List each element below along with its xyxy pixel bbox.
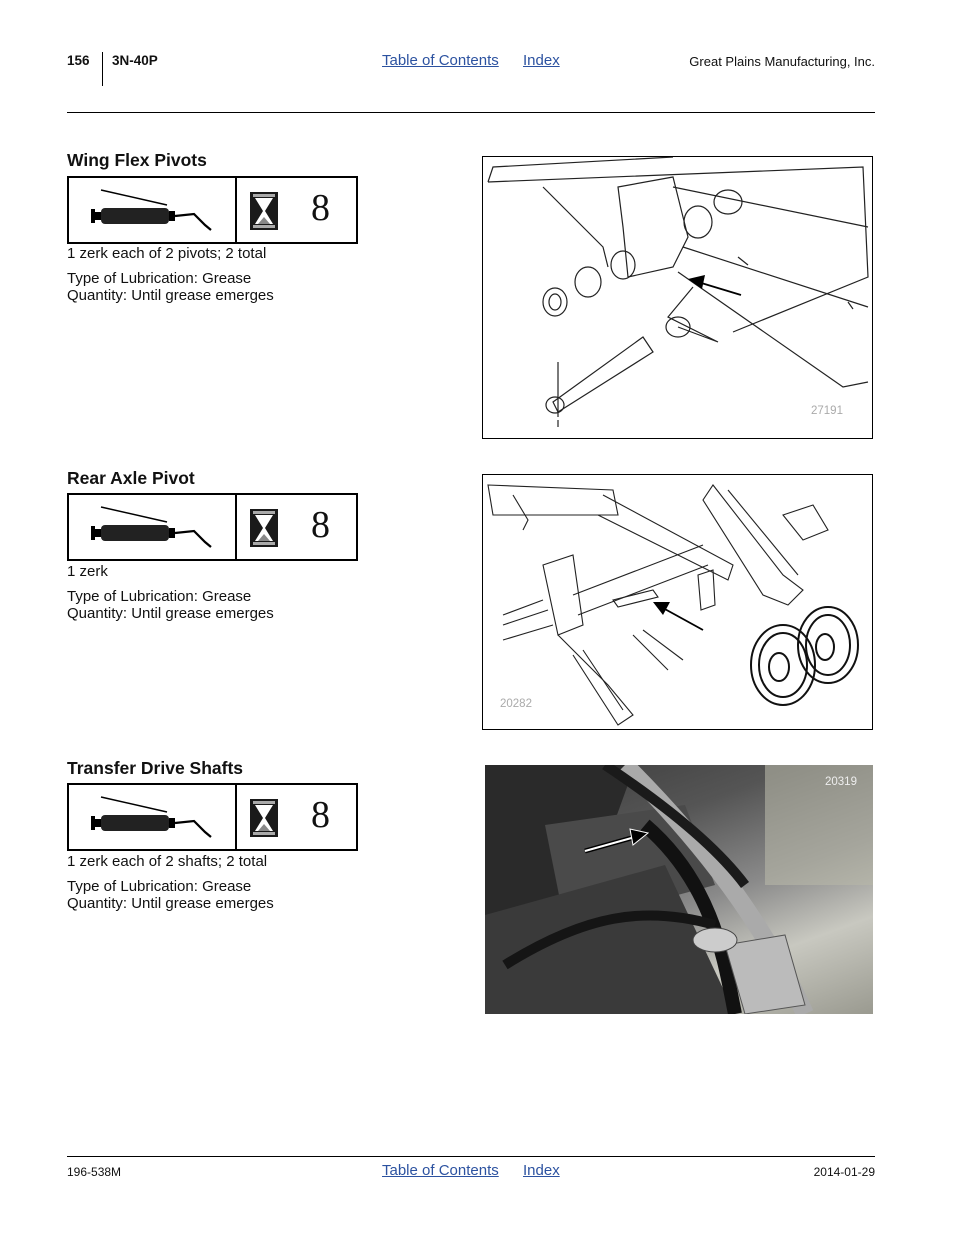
footer-rule	[67, 1156, 875, 1157]
figure-number: 27191	[811, 405, 843, 417]
page-number: 156	[67, 53, 90, 68]
zerk-count: 1 zerk	[67, 563, 108, 580]
lube-type: Type of Lubrication: Grease	[67, 878, 252, 895]
header-rule	[67, 112, 875, 113]
figure-rear-axle-pivot	[482, 474, 873, 730]
section-title-wing-flex-pivots: Wing Flex Pivots	[67, 150, 207, 170]
lube-quantity: Quantity: Until grease emerges	[67, 895, 274, 912]
section-title-transfer-drive-shafts: Transfer Drive Shafts	[67, 758, 244, 778]
lube-interval-box	[67, 783, 358, 851]
grease-gun-icon	[69, 785, 237, 849]
revision-date: 2014-01-29	[813, 1165, 875, 1179]
toc-link-bottom[interactable]: Table of Contents	[382, 1162, 499, 1179]
doc-number: 196-538M	[67, 1165, 122, 1179]
interval-hours: 8	[311, 504, 330, 546]
hourglass-icon	[250, 799, 278, 837]
index-link-bottom[interactable]: Index	[523, 1162, 560, 1179]
interval-hours: 8	[311, 187, 330, 229]
lube-type: Type of Lubrication: Grease	[67, 588, 252, 605]
lube-quantity: Quantity: Until grease emerges	[67, 287, 274, 304]
index-link-top[interactable]: Index	[523, 52, 560, 69]
lube-quantity: Quantity: Until grease emerges	[67, 605, 274, 622]
header-divider	[102, 52, 103, 86]
zerk-count: 1 zerk each of 2 pivots; 2 total	[67, 245, 267, 262]
lube-interval-box	[67, 176, 358, 244]
figure-transfer-drive-shafts-photo	[485, 765, 873, 1014]
figure-wing-flex-pivot	[482, 156, 873, 439]
figure-number: 20282	[500, 698, 532, 710]
toc-link-top[interactable]: Table of Contents	[382, 52, 499, 69]
transfer-drive-shaft-photo-art	[485, 765, 873, 1014]
lube-interval-box	[67, 493, 358, 561]
section-title-rear-axle-pivot: Rear Axle Pivot	[67, 468, 195, 488]
figure-number: 20319	[825, 776, 857, 788]
pointer-arrow-icon	[653, 602, 703, 630]
grease-gun-icon	[69, 495, 237, 559]
model-name: 3N-40P	[112, 53, 158, 68]
lube-type: Type of Lubrication: Grease	[67, 270, 252, 287]
hourglass-icon	[250, 192, 278, 230]
wing-flex-pivot-drawing	[483, 157, 872, 438]
rear-axle-pivot-drawing	[483, 475, 872, 729]
company-name: Great Plains Manufacturing, Inc.	[689, 54, 875, 69]
interval-hours: 8	[311, 794, 330, 836]
hourglass-icon	[250, 509, 278, 547]
zerk-count: 1 zerk each of 2 shafts; 2 total	[67, 853, 268, 870]
grease-gun-icon	[69, 178, 237, 242]
